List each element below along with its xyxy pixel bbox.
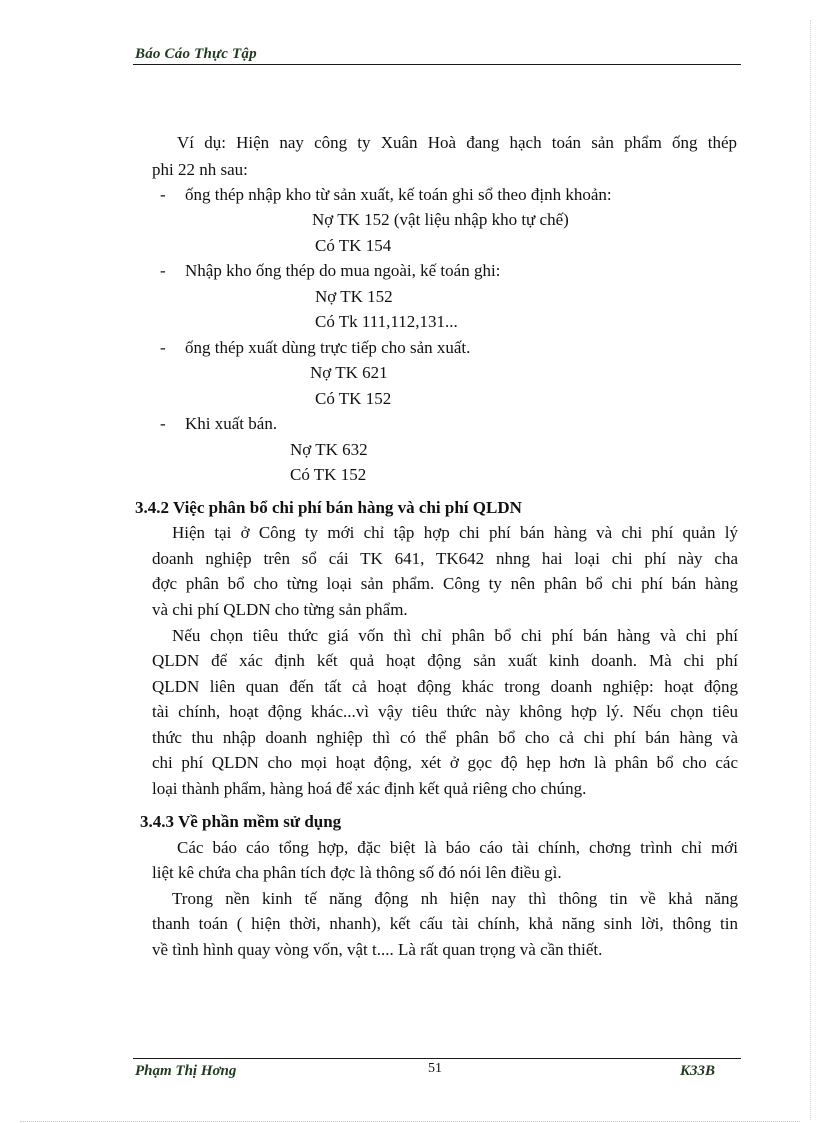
section-heading-3-4-3: 3.4.3 Về phần mềm sử dụng (140, 812, 342, 831)
page-number: 51 (428, 1061, 442, 1076)
footer-rule (133, 1058, 741, 1059)
entry-debit: Nợ TK 152 (315, 287, 393, 306)
entry-credit: Có TK 152 (315, 389, 392, 408)
paragraph-line: Nếu chọn tiêu thức giá vốn thì chỉ phân bổ chi phí bán hàng và chi phí (172, 626, 738, 645)
paragraph-line: thanh toán ( hiện thời, nhanh), kết cấu tài chính, khả năng sinh lời, thông tin (152, 914, 738, 933)
example-item-3: ống thép xuất dùng trực tiếp cho sản xuất. (185, 338, 471, 357)
bullet-dash: - (160, 414, 166, 433)
paragraph-line: QLDN để xác định kết quả hoạt động sản xuất kinh doanh. Mà chi phí (152, 651, 738, 670)
footer-class-code: K33B (680, 1063, 716, 1079)
paragraph-line: về tình hình quay vòng vốn, vật t.... Là rất quan trọng và cần thiết. (152, 940, 603, 959)
paragraph-line: loại thành phẩm, hàng hoá để xác định kết quả riêng cho chúng. (152, 779, 587, 798)
example-intro-line-2: phi 22 nh sau: (152, 160, 248, 179)
paragraph-line: chi phí QLDN cho mọi hoạt động, xét ở gọc độ hẹp hơn là phân bổ cho các (152, 753, 738, 772)
section-heading-3-4-2: 3.4.2 Việc phân bổ chi phí bán hàng và chi phí QLDN (135, 498, 522, 517)
example-item-2: Nhập kho ống thép do mua ngoài, kế toán ghi: (185, 261, 501, 280)
page-edge-right (810, 20, 811, 1120)
entry-debit: Nợ TK 621 (310, 363, 388, 382)
bullet-dash: - (160, 185, 166, 204)
paragraph-line: doanh nghiệp trên sổ cái TK 641, TK642 nhng hai loại chi phí này cha (152, 549, 738, 568)
paragraph-line: Hiện tại ở Công ty mới chỉ tập hợp chi phí bán hàng và chi phí quản lý (172, 523, 738, 542)
paragraph-line: và chi phí QLDN cho từng sản phẩm. (152, 600, 408, 619)
footer-author: Phạm Thị Hơng (135, 1063, 237, 1079)
example-item-1: ống thép nhập kho từ sản xuất, kế toán ghi sổ theo định khoản: (185, 185, 612, 204)
entry-debit: Nợ TK 632 (290, 440, 368, 459)
paragraph-line: đợc phân bổ cho từng loại sản phẩm. Công ty nên phân bổ chi phí bán hàng (152, 574, 738, 593)
bullet-dash: - (160, 338, 166, 357)
header-title: Báo Cáo Thực Tập (135, 46, 257, 62)
paragraph-line: liệt kê chứa cha phân tích đợc là thông số đó nói lên điều gì. (152, 863, 562, 882)
page-edge-bottom (20, 1121, 800, 1122)
paragraph-line: Trong nền kinh tế năng động nh hiện nay thì thông tin về khả năng (172, 889, 738, 908)
paragraph-line: Các báo cáo tổng hợp, đặc biệt là báo cáo tài chính, chơng trình chỉ mới (177, 838, 738, 857)
entry-credit: Có TK 152 (290, 465, 367, 484)
bullet-dash: - (160, 261, 166, 280)
paragraph-line: thức thu nhập doanh nghiệp thì có thể phân bổ cho cả chi phí bán hàng và (152, 728, 738, 747)
header-rule (133, 64, 741, 65)
entry-credit: Có TK 154 (315, 236, 392, 255)
paragraph-line: QLDN liên quan đến tất cả hoạt động khác trong doanh nghiệp: hoạt động (152, 677, 738, 696)
example-item-4: Khi xuất bán. (185, 414, 278, 433)
entry-debit: Nợ TK 152 (vật liệu nhập kho tự chế) (312, 210, 569, 229)
entry-credit: Có Tk 111,112,131... (315, 312, 458, 331)
paragraph-line: tài chính, hoạt động khác...vì vậy tiêu thức này không hợp lý. Nếu chọn tiêu (152, 702, 738, 721)
example-intro-line-1: Ví dụ: Hiện nay công ty Xuân Hoà đang hạch toán sản phẩm ống thép (177, 133, 737, 152)
